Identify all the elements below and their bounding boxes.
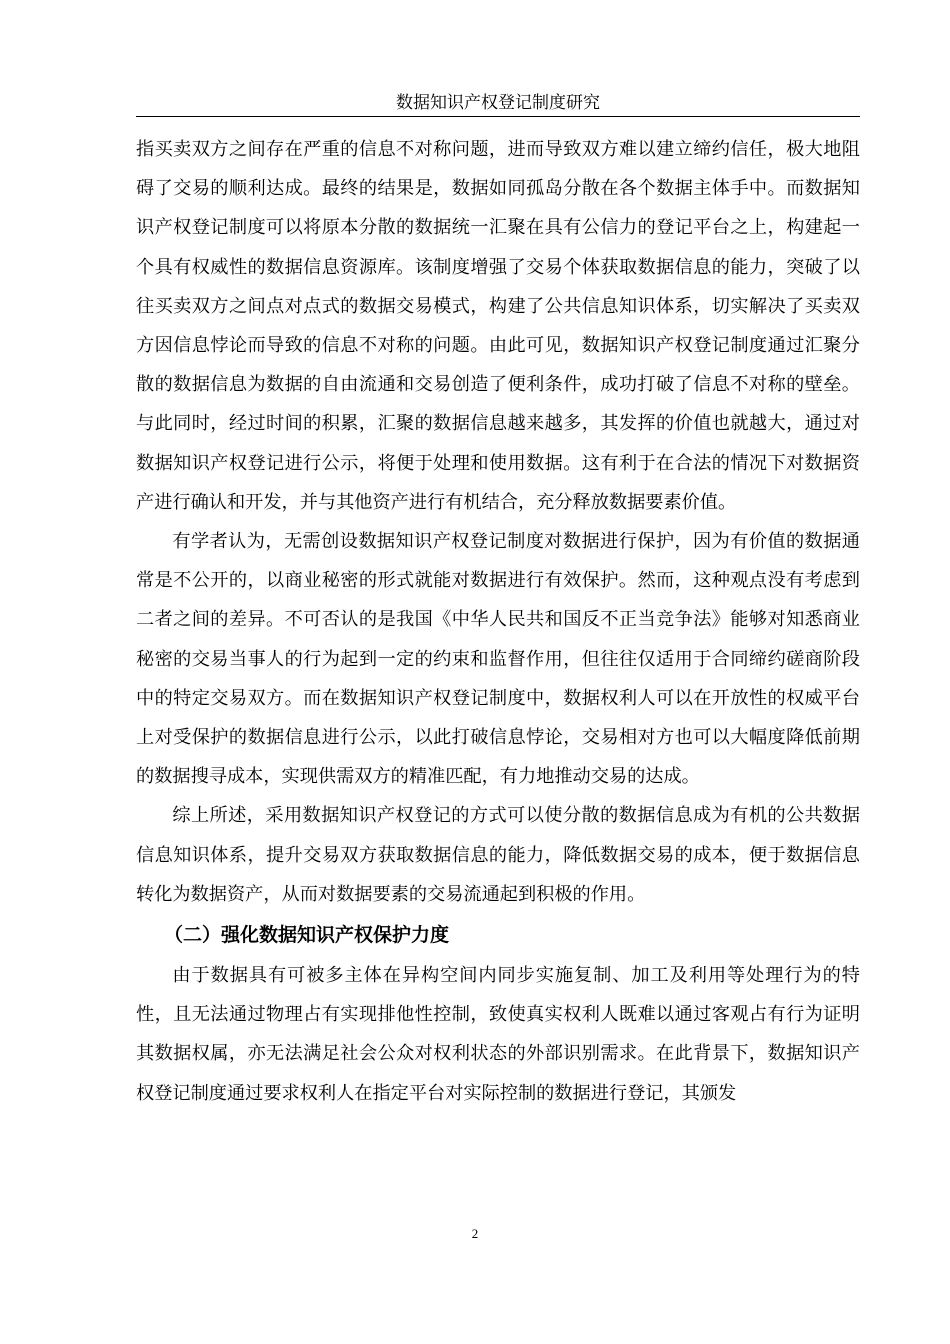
header-rule — [136, 116, 860, 117]
paragraph: 由于数据具有可被多主体在异构空间内同步实施复制、加工及利用等处理行为的特性，且无法通过物理占有实现排他性控制，致使真实权利人既难以通过客观占有行为证明其数据权属，亦无法满足社会公众对权利状态的外部识别需求。在此背景下，数据知识产权登记制度通过要求权利人在指定平台对实际控制的数据进行登记，其颁发 — [136, 965, 860, 1104]
page-number: 2 — [471, 1226, 479, 1241]
paragraph: 综上所述，采用数据知识产权登记的方式可以使分散的数据信息成为有机的公共数据信息知识体系，提升交易双方获取数据信息的能力，降低数据交易的成本，便于数据信息转化为数据资产，从而对数据要素的交易流通起到积极的作用。 — [136, 805, 860, 905]
section-heading: （二）强化数据知识产权保护力度 — [164, 924, 450, 947]
paragraph-continued: 指买卖双方之间存在严重的信息不对称问题，进而导致双方难以建立缔约信任，极大地阻碍了交易的顺利达成。最终的结果是，数据如同孤岛分散在各个数据主体手中。而数据知识产权登记制度可以将原本分散的数据统一汇聚在具有公信力的登记平台之上，构建起一个具有权威性的数据信息资源库。该制度增强了交易个体获取数据信息的能力，突破了以往买卖双方之间点对点式的数据交易模式，构建了公共信息知识体系，切实解决了买卖双方因信息悖论而导致的信息不对称的问题。由此可见，数据知识产权登记制度通过汇聚分散的数据信息为数据的自由流通和交易创造了便利条件，成功打破了信息不对称的壁垒。与此同时，经过时间的积累，汇聚的数据信息越来越多，其发挥的价值也就越大，通过对数据知识产权登记进行公示，将便于处理和使用数据。这有利于在合法的情况下对数据资产进行确认和开发，并与其他资产进行有机结合，充分释放数据要素价值。 — [136, 139, 860, 513]
paragraph: 有学者认为，无需创设数据知识产权登记制度对数据进行保护，因为有价值的数据通常是不公开的，以商业秘密的形式就能对数据进行有效保护。然而，这种观点没有考虑到二者之间的差异。不可否认的是我国《中华人民共和国反不正当竞争法》能够对知悉商业秘密的交易当事人的行为起到一定的约束和监督作用，但往往仅适用于合同缔约磋商阶段中的特定交易双方。而在数据知识产权登记制度中，数据权利人可以在开放性的权威平台上对受保护的数据信息进行公示，以此打破信息悖论，交易相对方也可以大幅度降低前期的数据搜寻成本，实现供需双方的精准匹配，有力地推动交易的达成。 — [136, 531, 860, 788]
running-header: 数据知识产权登记制度研究 — [396, 93, 600, 113]
body-text — [136, 130, 860, 1113]
